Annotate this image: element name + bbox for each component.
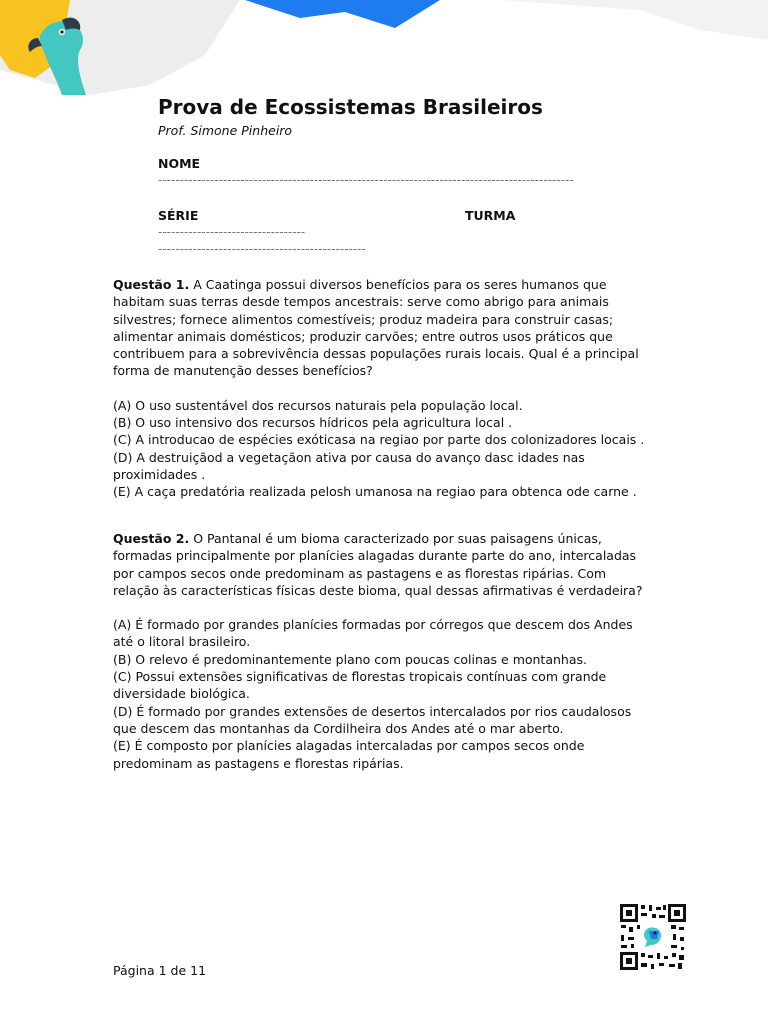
question-text: A Caatinga possui diversos benefícios para os seres humanos que habitam suas terras desde tempos ancestrais: serve como abrigo para animais silvestres; fornece alimentos comestíveis; produz madeira para construir casas; alimentar animais domésticos; produzir carvões; entre outros usos práticos que contribuem para a sobrevivência dessas populações rurais locais. Qual é a principal forma de manutenção desses benefícios? [113, 277, 639, 379]
option-a: (A) É formado por grandes planícies formadas por córregos que descem dos Andes até o litoral brasileiro. [113, 617, 633, 650]
question-stem [113, 276, 653, 380]
qr-code-icon [619, 903, 687, 971]
nome-line: ------------------------------------------------------------------------------------------------ [158, 173, 574, 187]
option-e: (E) A caça predatória realizada pelosh umanosa na regiao para obtenca ode carne . [113, 484, 637, 500]
question-label: Questão 2. [113, 531, 190, 546]
question-text: O Pantanal é um bioma caracterizado por suas paisagens únicas, formadas principalmente por planícies alagadas durante parte do ano, intercaladas por campos secos onde predominam as pastagens e as florestas ripárias. Com relação às características físicas deste bioma, qual dessas afirmativas é verdadeira? [113, 531, 643, 598]
option-d: (D) É formado por grandes extensões de desertos intercalados por rios caudalosos que descem das montanhas da Cordilheira dos Andes até o mar aberto. [113, 703, 632, 736]
option-d: (D) A destruiçãod a vegetaçãon ativa por causa do avanço dasc idades nas proximidades . [113, 449, 585, 482]
document-author: Prof. Simone Pinheiro [158, 123, 293, 138]
question-1 [113, 276, 653, 501]
option-e: (E) É composto por planícies alagadas intercaladas por campos secos onde predominam as pastagens e florestas ripárias. [113, 738, 585, 771]
document-header [158, 94, 658, 256]
page-number: Página 1 de 11 [113, 963, 207, 978]
nome-label: NOME [158, 156, 201, 171]
document-title: Prova de Ecossistemas Brasileiros [158, 95, 543, 119]
question-label: Questão 1. [113, 277, 190, 292]
question-2 [113, 530, 653, 772]
turma-field [465, 207, 655, 224]
question-stem [113, 530, 653, 599]
serie-line: ---------------------------------- [158, 225, 306, 239]
header-decoration [0, 0, 768, 100]
option-a: (A) O uso sustentável dos recursos naturais pela população local. [113, 397, 523, 413]
option-c: (C) A introducao de espécies exóticasa na regiao por parte dos colonizadores locais . [113, 432, 645, 448]
option-c: (C) Possui extensões significativas de florestas tropicais contínuas com grande diversidade biológica. [113, 669, 607, 702]
turma-line: ------------------------------------------------ [158, 242, 366, 256]
option-b: (B) O uso intensivo dos recursos hídricos pela agricultura local . [113, 415, 513, 431]
nome-field [158, 155, 658, 189]
turma-label: TURMA [465, 208, 516, 223]
serie-label: SÉRIE [158, 208, 199, 223]
question-options [113, 616, 653, 772]
serie-field [158, 207, 368, 241]
option-b: (B) O relevo é predominantemente plano com poucas colinas e montanhas. [113, 651, 587, 667]
question-options [113, 397, 653, 501]
